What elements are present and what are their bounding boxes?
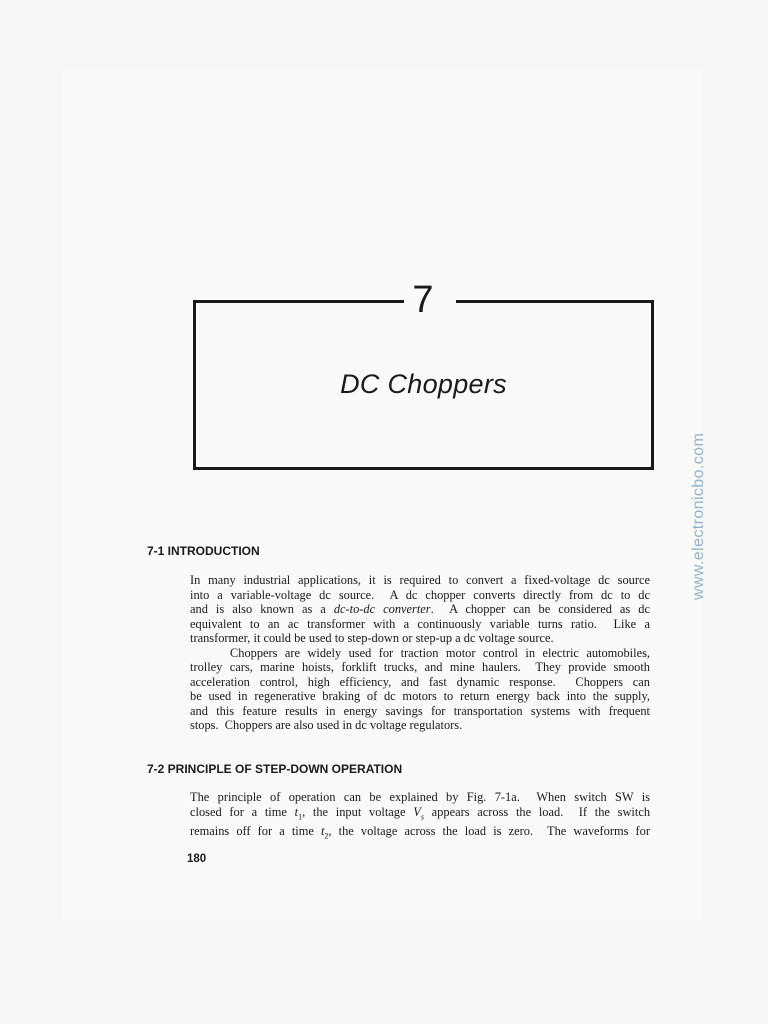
section-heading-introduction: 7-1 INTRODUCTION: [147, 544, 260, 558]
body-line: transformer, it could be used to step-down or step-up a dc voltage source.: [190, 631, 554, 645]
body-line: and this feature results in energy savings for transportation systems with frequent: [190, 703, 650, 718]
body-line: acceleration control, high efficiency, and fast dynamic response. Choppers can: [190, 674, 650, 689]
body-line: and is also known as a dc-to-dc converter. A chopper can be considered as dc: [190, 602, 650, 616]
body-line: remains off for a time $t_2$, the voltage across the load is zero. The waveforms for: [190, 824, 650, 841]
chapter-frame-top-right-rule: [456, 300, 651, 303]
page-number: 180: [187, 853, 207, 865]
body-line: trolley cars, marine hoists, forklift trucks, and mine haulers. They provide smooth: [190, 660, 650, 674]
step-down-body: [190, 790, 650, 844]
body-line: In many industrial applications, it is required to convert a fixed-voltage dc source: [190, 573, 650, 587]
body-line: be used in regenerative braking of dc motors to return energy back into the supply,: [190, 689, 650, 703]
chapter-number: 7: [412, 279, 434, 321]
chapter-frame-top-left-rule: [196, 300, 404, 303]
section-heading-step-down: 7-2 PRINCIPLE OF STEP-DOWN OPERATION: [147, 762, 403, 776]
body-line: into a variable-voltage dc source. A dc chopper converts directly from dc to dc: [190, 587, 650, 602]
introduction-body: [190, 573, 650, 733]
body-line: The principle of operation can be explained by Fig. 7-1a. When switch SW is: [190, 790, 650, 804]
body-line: stops. Choppers are also used in dc voltage regulators.: [190, 718, 463, 732]
body-line: closed for a time $t_1$, the input voltage $V_s$ appears across the load. If the switch: [190, 804, 650, 821]
chapter-title: DC Choppers: [340, 369, 507, 399]
body-line: equivalent to an ac transformer with a continuously variable turns ratio. Like a: [190, 616, 650, 631]
body-line: Choppers are widely used for traction motor control in electric automobiles,: [230, 645, 650, 660]
watermark-url: www.electronicbo.com: [690, 432, 707, 600]
